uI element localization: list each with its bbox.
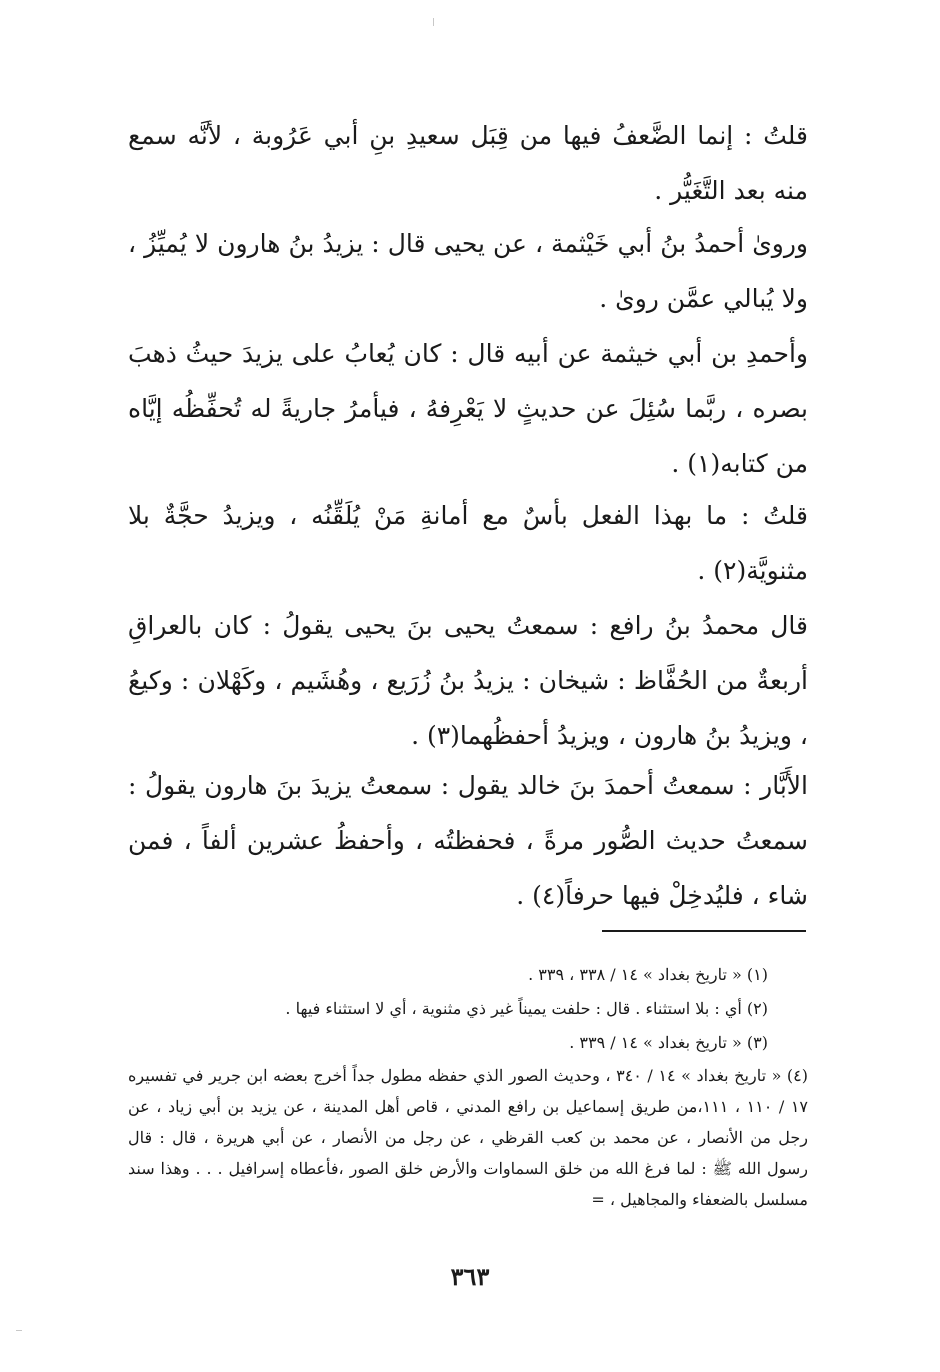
paragraph-3: وأحمدِ بن أبي خيثمة عن أبيه قال : كان يُعابُ على يزيدَ حيثُ ذهبَ بصره ، ربَّما سُئِلَ عن حديثٍ لا يَعْرِفهُ ، فيأمرُ جاريةً له تُحفِّظُه إيَّاه من كتابه(١) . [128,339,808,478]
footnote-3: (٣) « تاريخ بغداد » ١٤ / ٣٣٩ . [569,1033,768,1052]
scan-mark [433,18,434,26]
scan-mark [16,1330,22,1331]
paragraph-5: قال محمدُ بنُ رافع : سمعتُ يحيى بنَ يحيى يقولُ : كان بالعراقِ أربعةٌ من الحُفَّاظ : شيخان : يزيدُ بنُ زُرَيع ، وهُشَيم ، وكَهْلان : وكيعُ ، ويزيدُ بنُ هارون ، ويزيدُ أحفظُهما(٣) . [128,611,808,750]
footnote-2: (٢) أي : بلا استثناء . قال : حلفت يميناً غير ذي مثنوية ، أي لا استثناء فيها . [285,999,768,1018]
footnote-1: (١) « تاريخ بغداد » ١٤ / ٣٣٨ ، ٣٣٩ . [528,965,768,984]
page-number: ٣٦٣ [450,1262,490,1291]
paragraph-1: قلتُ : إنما الضَّعفُ فيها من قِبَل سعيدِ بنِ أبي عَرُوبة ، لأنَّه سمع منه بعد التَّغَيُّر . [128,121,808,205]
footnotes [128,958,808,1215]
paragraph-2: وروىٰ أحمدُ بنُ أبي خَيْثمة ، عن يحيى قال : يزيدُ بنُ هارون لا يُميِّزُ ، ولا يُبالي عمَّن روىٰ . [128,229,808,313]
footnote-separator [602,930,806,932]
footnote-4: (٤) « تاريخ بغداد » ١٤ / ٣٤٠ ، وحديث الصور الذي حفظه مطول جداً أخرج بعضه ابن جرير في تفسيره ١٧ / ١١٠ ، ١١١،من طريق إسماعيل بن رافع المدني ، قاص أهل المدينة ، عن يزيد بن أبي زياد ، عن رجل من الأنصار ، عن محمد بن كعب القرظي ، عن رجل من الأنصار ، عن أبي هريرة ، قال : قال رسول الله ﷺ : لما فرغ الله من خلق السماوات والأرض خلق الصور ،فأعطاه إسرافيل . . . وهذا سند مسلسل بالضعفاء والمجاهيل ، = [128,1066,809,1209]
paragraph-6: الأَبَّار : سمعتُ أحمدَ بنَ خالد يقول : سمعتُ يزيدَ بنَ هارون يقولُ : سمعتُ حديث الصُّور مرةً ، فحفظتُه ، وأحفظُ عشرين ألفاً ، فمن شاء ، فليُدخِلْ فيها حرفاً(٤) . [128,771,808,910]
paragraph-4: قلتُ : ما بهذا الفعل بأسٌ مع أمانةِ مَنْ يُلَقِّنُه ، ويزيدُ حجَّةٌ بلا مثنويَّة(٢) . [128,501,808,585]
